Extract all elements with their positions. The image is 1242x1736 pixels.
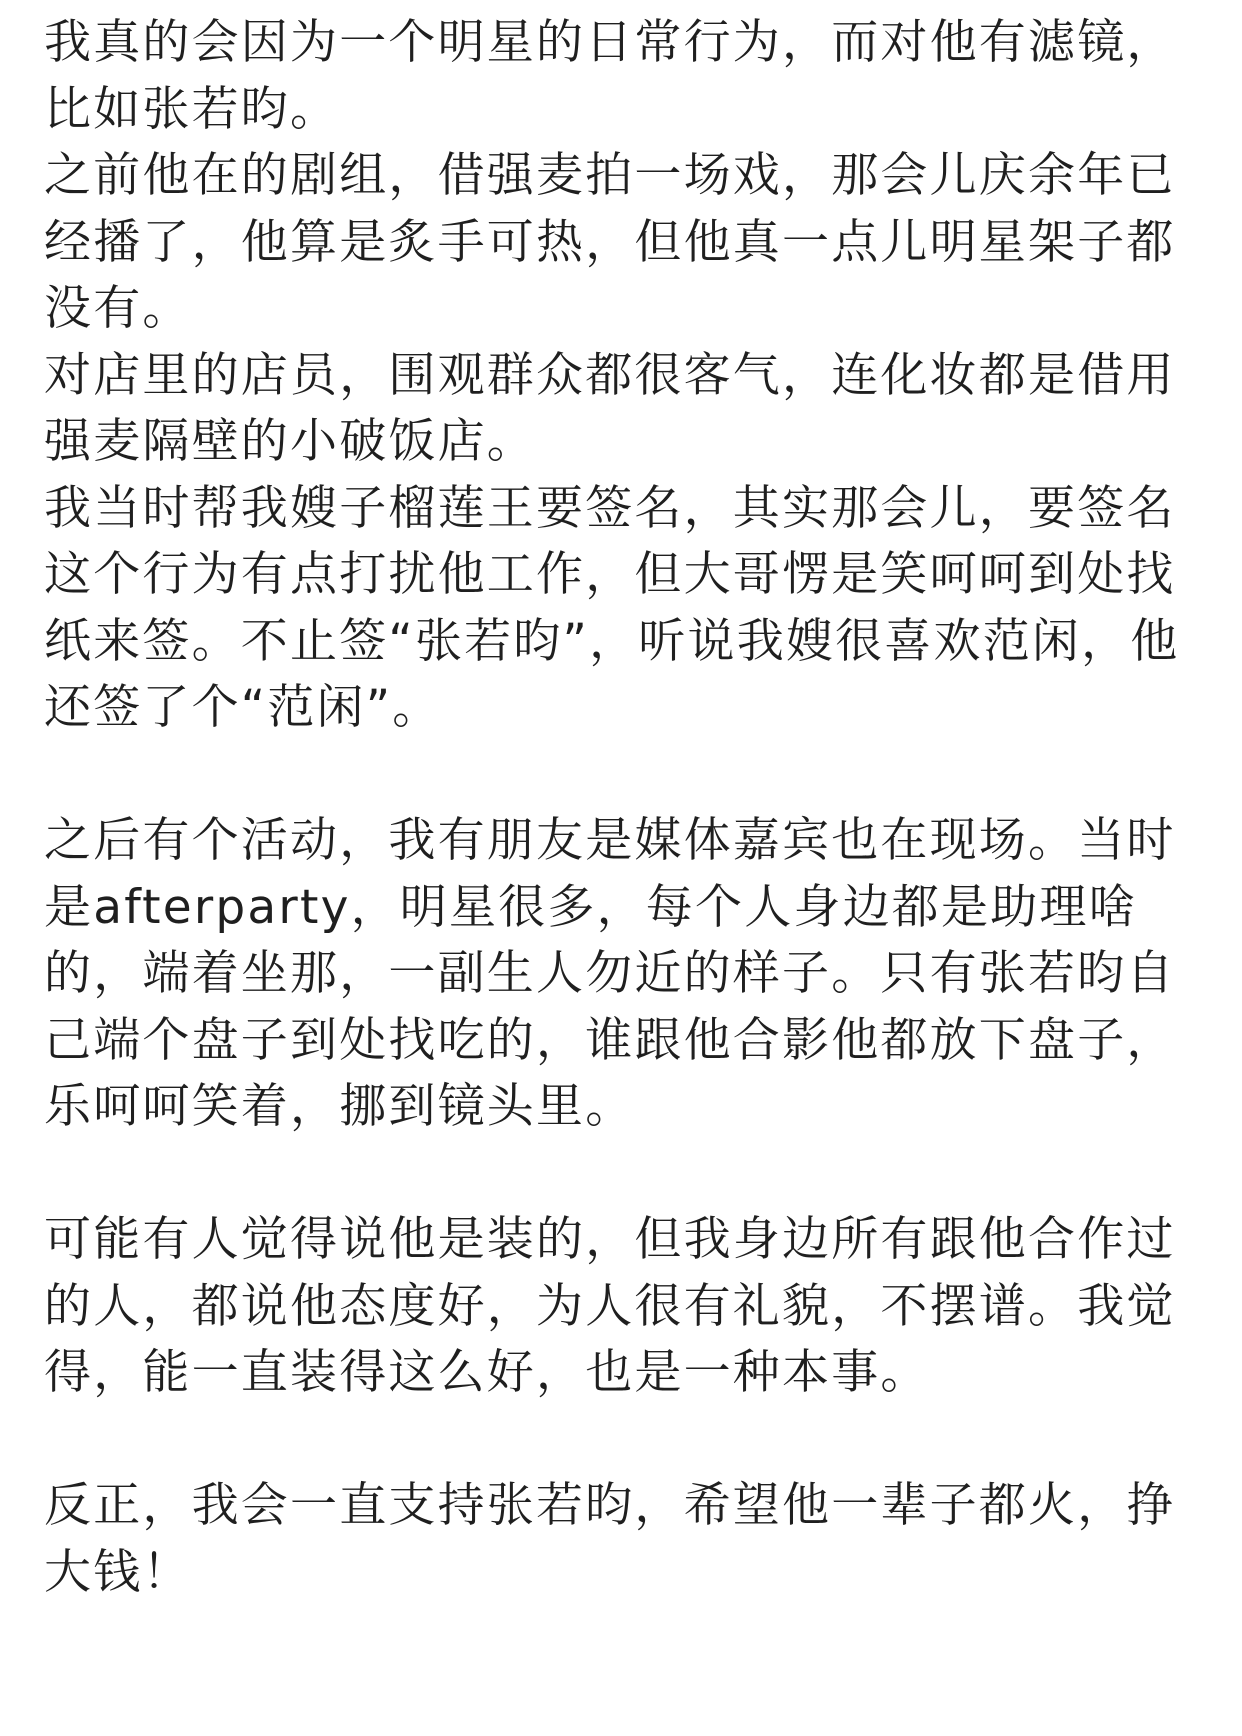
paragraph-spacer: [44, 1407, 1194, 1474]
paragraph-intro: 我真的会因为一个明星的日常行为，而对他有滤镜，比如张若昀。: [44, 15, 1176, 137]
paragraph-spacer: [44, 1141, 1194, 1208]
paragraph-reputation: 可能有人觉得说他是装的，但我身边所有跟他合作过的人，都说他态度好，为人很有礼貌，不摆谱。我觉得，能一直装得这么好，也是一种本事。: [44, 1212, 1176, 1400]
paragraph-courtesy: 对店里的店员，围观群众都很客气，连化妆都是借用强麦隔壁的小破饭店。: [44, 347, 1176, 469]
paragraph-spacer: [44, 742, 1194, 809]
paragraph-closing: 反正，我会一直支持张若昀，希望他一辈子都火，挣大钱！: [44, 1478, 1176, 1600]
paragraph-autograph: 我当时帮我嫂子榴莲王要签名，其实那会儿，要签名这个行为有点打扰他工作，但大哥愣是笑呵呵到处找纸来签。不止签“张若昀”，听说我嫂很喜欢范闲，他还签了个“范闲”。: [44, 480, 1180, 735]
paragraph-afterparty: 之后有个活动，我有朋友是媒体嘉宾也在现场。当时是afterparty，明星很多，每个人身边都是助理啥的，端着坐那，一副生人勿近的样子。只有张若昀自己端个盘子到处找吃的，谁跟他合影他都放下盘子，乐呵呵笑着，挪到镜头里。: [44, 813, 1176, 1134]
post-body: [44, 10, 1194, 1606]
paragraph-filming: 之前他在的剧组，借强麦拍一场戏，那会儿庆余年已经播了，他算是炙手可热，但他真一点儿明星架子都没有。: [44, 148, 1176, 336]
